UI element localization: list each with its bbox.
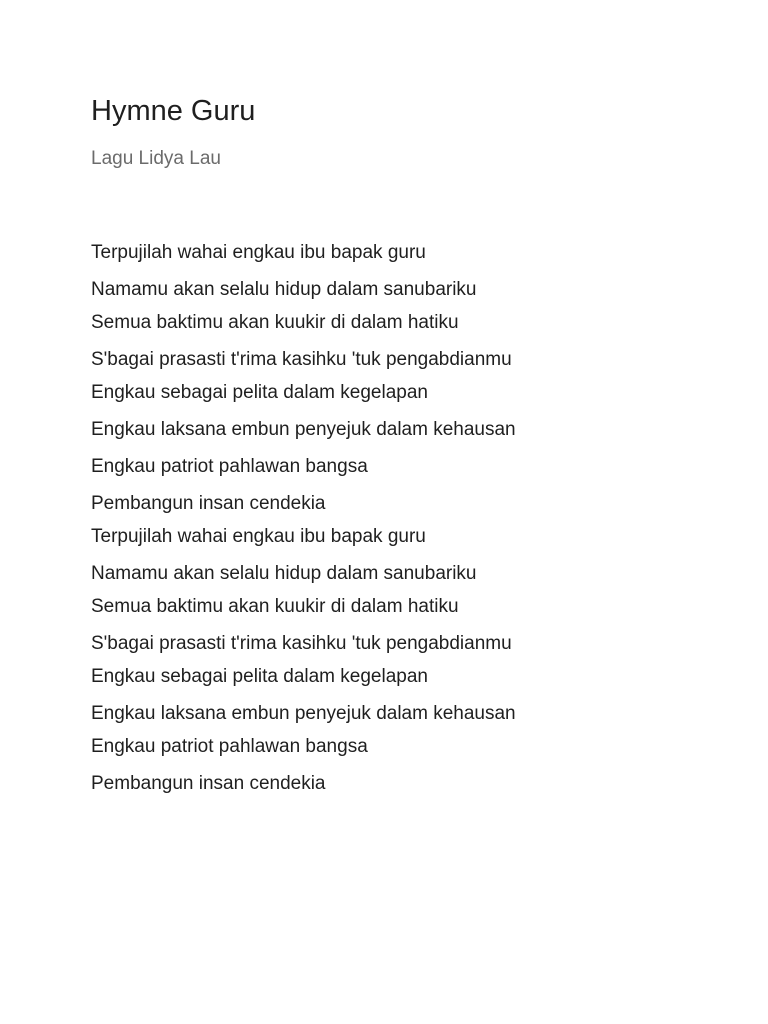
- page-subtitle: Lagu Lidya Lau: [91, 148, 221, 169]
- stanza-3: [91, 381, 731, 516]
- lyric-line: Terpujilah wahai engkau ibu bapak guru: [91, 526, 426, 547]
- lyric-line: Pembangun insan cendekia: [91, 493, 326, 514]
- stanza-2: [91, 311, 731, 372]
- lyric-line: Engkau laksana embun penyejuk dalam kehausan: [91, 419, 516, 440]
- lyric-line: Engkau laksana embun penyejuk dalam kehausan: [91, 703, 516, 724]
- lyric-line: Engkau sebagai pelita dalam kegelapan: [91, 666, 428, 687]
- lyrics-body: [91, 241, 731, 805]
- page-title: Hymne Guru: [91, 95, 256, 127]
- lyric-line: Pembangun insan cendekia: [91, 773, 326, 794]
- lyric-line: S'bagai prasasti t'rima kasihku 'tuk pengabdianmu: [91, 633, 512, 654]
- lyric-line: S'bagai prasasti t'rima kasihku 'tuk pengabdianmu: [91, 349, 512, 370]
- stanza-7: [91, 735, 731, 796]
- stanza-1: [91, 241, 731, 302]
- lyric-line: Namamu akan selalu hidup dalam sanubariku: [91, 279, 477, 300]
- lyric-line: Engkau patriot pahlawan bangsa: [91, 736, 368, 757]
- stanza-5: [91, 595, 731, 656]
- lyric-line: Engkau patriot pahlawan bangsa: [91, 456, 368, 477]
- lyric-line: Terpujilah wahai engkau ibu bapak guru: [91, 242, 426, 263]
- stanza-6: [91, 665, 731, 726]
- lyric-line: Semua baktimu akan kuukir di dalam hatiku: [91, 312, 459, 333]
- stanza-4: [91, 525, 731, 586]
- lyric-line: Semua baktimu akan kuukir di dalam hatiku: [91, 596, 459, 617]
- lyric-line: Engkau sebagai pelita dalam kegelapan: [91, 382, 428, 403]
- lyric-line: Namamu akan selalu hidup dalam sanubariku: [91, 563, 477, 584]
